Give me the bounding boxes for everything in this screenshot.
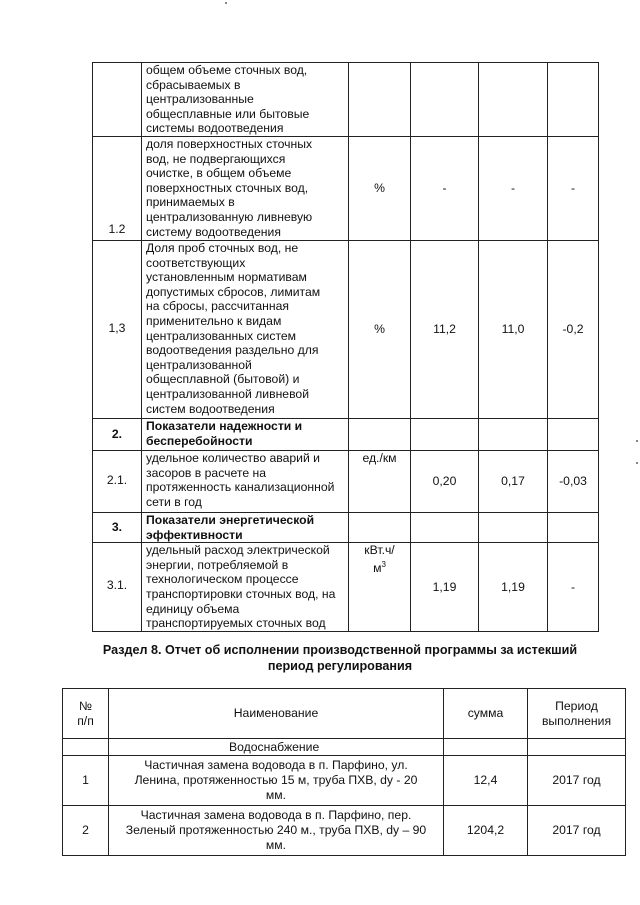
group-period [528, 739, 626, 756]
indicator-name: общем объеме сточных вод, сбрасываемых в централизованные общесплавные или бытовые системы водоотведения [142, 63, 349, 137]
indicator-name: Доля проб сточных вод, не соответствующих установленным нормативам допустимых сбросов, лимитам на сбросы, рассчитанная применительно к видам централизованных систем водоотведения раздельно для централизованной общесплавной (бытовой) и централизованной ливневой систем водоотведения [142, 241, 349, 419]
group-title: Водоснабжение [109, 739, 444, 756]
value-cell: 11,0 [479, 241, 548, 419]
value-cell [411, 63, 479, 137]
section-number: 3. [93, 513, 142, 543]
section-title: Показатели надежности и бесперебойности [142, 419, 349, 451]
value-cell: 1,19 [479, 543, 548, 632]
header-row [63, 689, 626, 739]
value-cell: 0,17 [479, 451, 548, 513]
indicator-name: удельное количество аварий и засоров в расчете на протяженность канализационной сети в год [142, 451, 349, 513]
value-cell: - [479, 137, 548, 241]
value-cell [548, 63, 599, 137]
header-period: Период выполнения [528, 689, 626, 739]
value-cell: - [548, 137, 599, 241]
section-heading: Раздел 8. Отчет об исполнении производственной программы за истекший период регулирования [102, 643, 578, 673]
table-row [63, 756, 626, 806]
unit-cell: ед./км [349, 451, 411, 513]
section-row [93, 419, 599, 451]
row-number: 1 [63, 756, 109, 806]
sum-cell: 1204,2 [444, 806, 528, 856]
unit-cell: % [349, 241, 411, 419]
group-sum [444, 739, 528, 756]
value-cell [479, 513, 548, 543]
value-cell: 11,2 [411, 241, 479, 419]
group-row [63, 739, 626, 756]
value-cell: - [411, 137, 479, 241]
group-number [63, 739, 109, 756]
value-cell [411, 419, 479, 451]
table-row [93, 137, 599, 241]
value-cell: - [548, 543, 599, 632]
row-number: 1,3 [93, 241, 142, 419]
section-number: 2. [93, 419, 142, 451]
table-row [93, 63, 599, 137]
value-cell [548, 513, 599, 543]
table-row [93, 451, 599, 513]
margin-dot [225, 2, 227, 4]
indicator-name: удельный расход электрической энергии, потребляемой в технологическом процессе транспортировки сточных вод, на единицу объема транспортируемых сточных вод [142, 543, 349, 632]
value-cell [479, 419, 548, 451]
value-cell: 1,19 [411, 543, 479, 632]
value-cell [479, 63, 548, 137]
header-sum: сумма [444, 689, 528, 739]
table-row [93, 241, 599, 419]
margin-dot [636, 440, 638, 442]
program-report-table [62, 688, 626, 856]
unit-cell [349, 63, 411, 137]
unit-cell: % [349, 137, 411, 241]
period-cell: 2017 год [528, 806, 626, 856]
row-number: 3.1. [93, 543, 142, 632]
unit-cell [349, 419, 411, 451]
value-cell [548, 419, 599, 451]
period-cell: 2017 год [528, 756, 626, 806]
work-description: Частичная замена водовода в п. Парфино, пер. Зеленый протяженностью 240 м., труба ПХВ, dy – 90 мм. [109, 806, 444, 856]
section-title: Показатели энергетической эффективности [142, 513, 349, 543]
work-description: Частичная замена водовода в п. Парфино, ул. Ленина, протяженностью 15 м, труба ПХВ, dy - 20 мм. [109, 756, 444, 806]
header-number: № п/п [63, 689, 109, 739]
table-row [63, 806, 626, 856]
row-number [93, 63, 142, 137]
indicators-table [92, 62, 599, 632]
unit-cell [349, 513, 411, 543]
row-number: 1.2 [93, 137, 142, 241]
header-name: Наименование [109, 689, 444, 739]
indicator-name: доля поверхностных сточных вод, не подвергающихся очистке, в общем объеме поверхностных сточных вод, принимаемых в централизованную ливневую систему водоотведения [142, 137, 349, 241]
value-cell: -0,03 [548, 451, 599, 513]
row-number: 2 [63, 806, 109, 856]
margin-dot [636, 462, 638, 464]
section-row [93, 513, 599, 543]
value-cell: -0,2 [548, 241, 599, 419]
value-cell [411, 513, 479, 543]
table-row [93, 543, 599, 632]
unit-cell: кВт.ч/ $м^3$ [349, 543, 411, 632]
value-cell: 0,20 [411, 451, 479, 513]
sum-cell: 12,4 [444, 756, 528, 806]
row-number: 2.1. [93, 451, 142, 513]
